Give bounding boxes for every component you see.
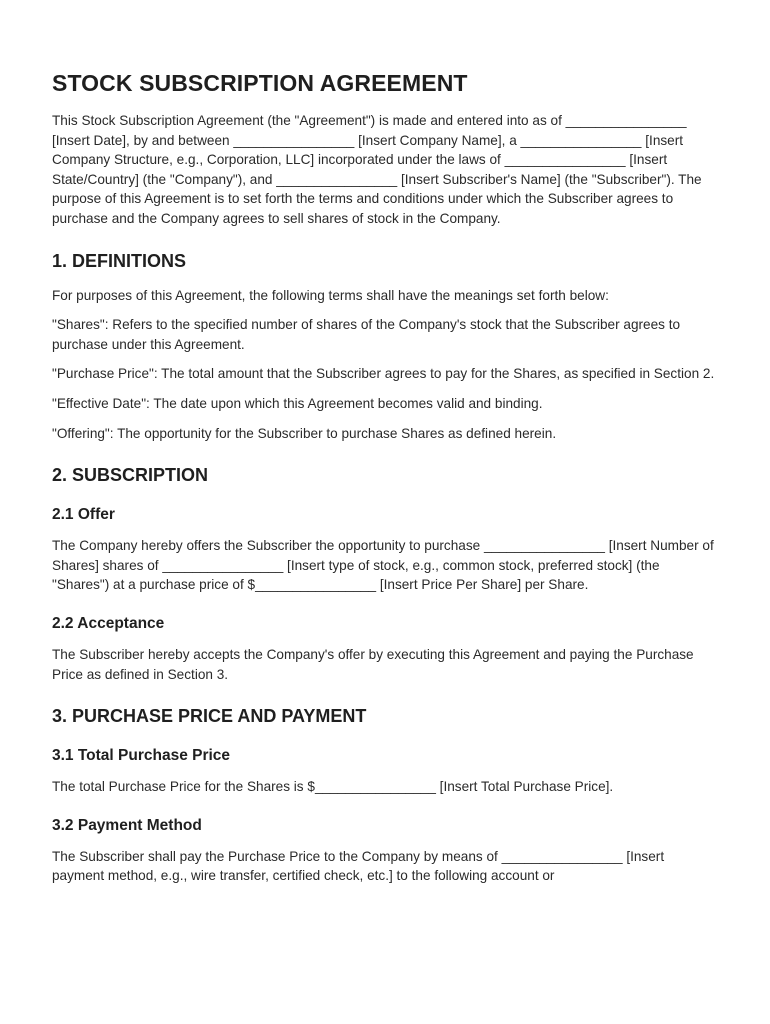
section-definitions-heading: 1. DEFINITIONS <box>52 250 187 271</box>
definition-item: "Offering": The opportunity for the Subscriber to purchase Shares as defined herein. <box>52 425 557 441</box>
definition-item: "Effective Date": The date upon which this Agreement becomes valid and binding. <box>52 395 543 411</box>
section-subscription-heading: 2. SUBSCRIPTION <box>52 465 209 486</box>
subsection-payment-method-heading: 3.2 Payment Method <box>52 816 202 834</box>
total-price-paragraph: The total Purchase Price for the Shares is $________________ [Insert Total Purchase Price]. <box>52 779 614 795</box>
definition-item: "Shares": Refers to the specified number of shares of the Company's stock that the Subscriber agrees to purchase under this Agreement. <box>52 317 681 352</box>
offer-paragraph: The Company hereby offers the Subscriber the opportunity to purchase ________________ [Insert Number of Shares] shares of ________________ [Insert type of stock, e.g., common stock, preferred stock] (the "Shares") at a purchase price of $________________ [Insert Price Per Share] per Share. <box>52 538 714 593</box>
definition-item: "Purchase Price": The total amount that the Subscriber agrees to pay for the Shares, as specified in Section 2. <box>52 366 715 382</box>
definitions-lead: For purposes of this Agreement, the following terms shall have the meanings set forth below: <box>52 287 609 303</box>
subsection-acceptance-heading: 2.2 Acceptance <box>52 614 165 632</box>
intro-paragraph: This Stock Subscription Agreement (the "Agreement") is made and entered into as of ________________ [Insert Date], by and between ________________ [Insert Company Name], a ________________ [Insert Company Structure, e.g., Corporation, LLC] incorporated under the laws of ________________ [Insert State/Country] (the "Company"), and ________________ [Insert Subscriber's Name] (the "Subscriber"). The purpose of this Agreement is to set forth the terms and conditions under which the Subscriber agrees to purchase and the Company agrees to sell shares of stock in the Company. <box>52 113 702 226</box>
acceptance-paragraph: The Subscriber hereby accepts the Company's offer by executing this Agreement and paying the Purchase Price as defined in Section 3. <box>52 646 694 682</box>
subsection-total-price-heading: 3.1 Total Purchase Price <box>52 747 231 765</box>
section-purchase-heading: 3. PURCHASE PRICE AND PAYMENT <box>52 706 367 727</box>
payment-method-paragraph: The Subscriber shall pay the Purchase Price to the Company by means of ________________ [Insert payment method, e.g., wire transfer, certified check, etc.] to the following account or <box>52 848 665 884</box>
document-title: STOCK SUBSCRIPTION AGREEMENT <box>52 70 468 96</box>
subsection-offer-heading: 2.1 Offer <box>52 506 115 524</box>
